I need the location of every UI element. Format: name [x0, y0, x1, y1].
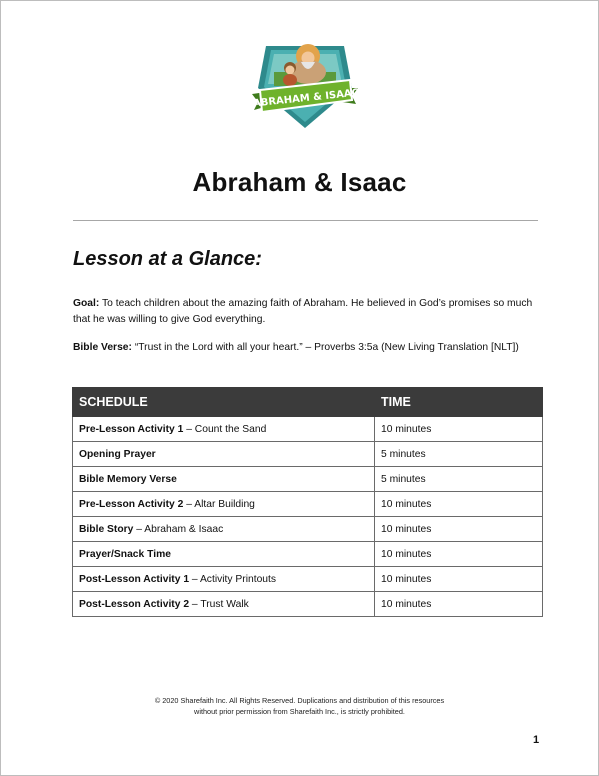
activity-detail: – Altar Building: [183, 498, 255, 510]
bible-verse-paragraph: [73, 340, 543, 356]
activity-name: Post-Lesson Activity 2: [79, 598, 190, 610]
activity-cell: [73, 517, 375, 542]
goal-paragraph: [73, 296, 543, 328]
activity-name: Bible Story: [79, 523, 134, 535]
table-row: [73, 567, 543, 592]
activity-name: Opening Prayer: [79, 448, 156, 460]
activity-detail: – Trust Walk: [189, 598, 249, 610]
time-column-header: TIME: [375, 388, 543, 417]
goal-text: To teach children about the amazing faith of Abraham. He believed in God’s promises so much that he was willing to give God everything.: [73, 298, 533, 325]
footer-line-1: © 2020 Sharefaith Inc. All Rights Reserved. Duplications and distribution of this resources: [154, 696, 445, 705]
activity-cell: [73, 417, 375, 442]
activity-name: Bible Memory Verse: [79, 473, 177, 485]
activity-detail: – Activity Printouts: [189, 573, 277, 585]
time-cell: 5 minutes: [375, 467, 543, 492]
table-row: [73, 492, 543, 517]
title-divider: [73, 220, 538, 221]
activity-cell: [73, 542, 375, 567]
table-row: [73, 542, 543, 567]
time-cell: 10 minutes: [375, 492, 543, 517]
table-header-row: [73, 388, 543, 417]
schedule-column-header: SCHEDULE: [73, 388, 375, 417]
activity-name: Pre-Lesson Activity 2: [79, 498, 184, 510]
table-row: [73, 467, 543, 492]
schedule-table: [72, 387, 543, 617]
activity-name: Pre-Lesson Activity 1: [79, 423, 184, 435]
logo-banner-text: ABRAHAM & ISAAC: [252, 87, 360, 110]
time-cell: 10 minutes: [375, 592, 543, 617]
abraham-isaac-badge-icon: [246, 32, 364, 132]
time-cell: 10 minutes: [375, 517, 543, 542]
activity-detail: – Count the Sand: [183, 423, 267, 435]
activity-name: Prayer/Snack Time: [79, 548, 171, 560]
time-cell: 10 minutes: [375, 417, 543, 442]
table-row: [73, 442, 543, 467]
time-cell: 5 minutes: [375, 442, 543, 467]
activity-cell: [73, 442, 375, 467]
table-row: [73, 517, 543, 542]
page-title: Abraham & Isaac: [192, 167, 407, 197]
page-number: 1: [533, 734, 540, 746]
time-cell: 10 minutes: [375, 567, 543, 592]
activity-name: Post-Lesson Activity 1: [79, 573, 190, 585]
activity-cell: [73, 567, 375, 592]
activity-cell: [73, 467, 375, 492]
goal-label: Goal:: [73, 298, 100, 309]
activity-detail: – Abraham & Isaac: [133, 523, 224, 535]
bible-verse-text: “Trust in the Lord with all your heart.” – Proverbs 3:5a (New Living Translation [NLT]): [131, 342, 519, 353]
table-row: [73, 592, 543, 617]
table-row: [73, 417, 543, 442]
section-heading: Lesson at a Glance:: [73, 248, 262, 270]
footer-line-2: without prior permission from Sharefaith Inc., is strictly prohibited.: [194, 707, 405, 716]
activity-cell: [73, 592, 375, 617]
copyright-footer: [0, 695, 599, 717]
time-cell: 10 minutes: [375, 542, 543, 567]
activity-cell: [73, 492, 375, 517]
bible-verse-label: Bible Verse:: [73, 342, 132, 353]
